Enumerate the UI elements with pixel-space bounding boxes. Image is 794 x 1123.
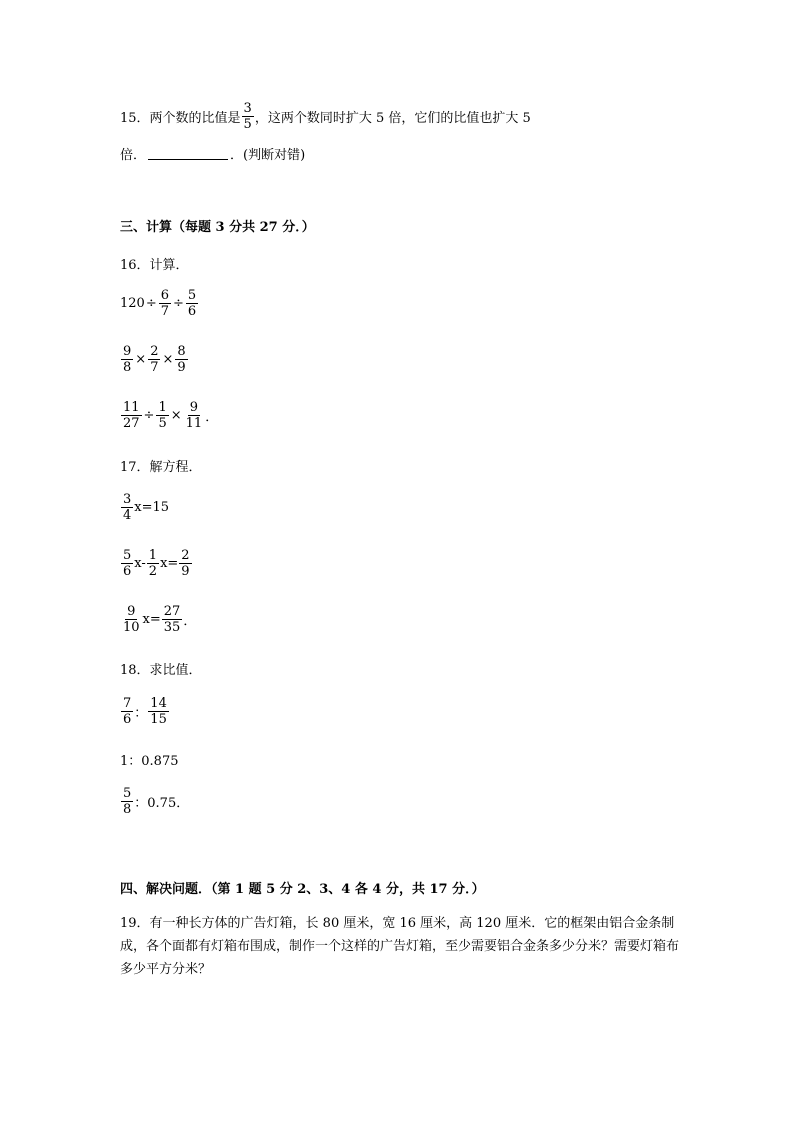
q17-equation-1 [120, 493, 169, 522]
numerator: 3 [123, 492, 132, 507]
denominator: 15 [150, 712, 167, 727]
denominator: 35 [163, 620, 181, 635]
fraction [184, 401, 205, 430]
q18-ratio-3 [120, 787, 189, 816]
multiply-operator: × [170, 408, 182, 423]
fraction [242, 102, 254, 131]
period: ． [205, 410, 219, 425]
equation-rest: x=15 [134, 500, 170, 515]
section-4-title: 四、解决问题．（第 1 题 5 分 2、3、4 各 4 分，共 17 分．） [120, 882, 485, 897]
question-15-line2 [120, 144, 305, 163]
denominator: 9 [177, 360, 186, 375]
denominator: 6 [123, 564, 132, 579]
fraction [121, 549, 133, 578]
denominator: 7 [150, 360, 159, 375]
fraction [147, 549, 159, 578]
denominator: 10 [123, 620, 140, 635]
numerator: 5 [187, 288, 197, 303]
fraction [159, 289, 171, 318]
number: 120 [120, 296, 145, 311]
q15-text-suffix: ，这两个数同时扩大 5 倍，它们的比值也扩大 5 [254, 111, 531, 126]
numerator: 9 [123, 344, 132, 359]
question-16-title: 16．计算． [120, 258, 189, 273]
divide-operator: ÷ [145, 296, 157, 311]
numerator: 8 [177, 344, 186, 359]
fraction [162, 605, 183, 634]
q18-ratio-1 [120, 697, 170, 726]
numerator: 5 [123, 548, 132, 563]
fraction [186, 289, 198, 318]
question-19-text: 19．有一种长方体的广告灯箱，长 80 厘米，宽 16 厘米，高 120 厘米．它的框架由铝合金条制成，各个面都有灯箱布围成，制作一个这样的广告灯箱，至少需要铝合金条多少分米？需要灯箱布多少平方分米？ [120, 916, 680, 977]
q15-line2-end: ．(判断对错) [230, 148, 306, 163]
numerator: 2 [181, 548, 190, 563]
fraction [175, 345, 187, 374]
numerator: 1 [158, 400, 167, 415]
numerator: 14 [150, 696, 167, 711]
q17-equation-3 [120, 605, 196, 634]
fraction [121, 401, 142, 430]
numerator: 27 [163, 604, 181, 619]
denominator: 6 [187, 304, 197, 319]
numerator: 5 [123, 786, 132, 801]
denominator: 27 [123, 416, 140, 431]
numerator: 1 [148, 548, 158, 563]
divide-operator: ÷ [173, 296, 184, 311]
fraction [156, 401, 168, 430]
denominator: 5 [243, 117, 252, 132]
denominator: 2 [148, 564, 158, 579]
numerator: 7 [123, 696, 132, 711]
q15-line2-start: 倍． [120, 148, 147, 163]
denominator: 4 [123, 508, 132, 523]
fraction [121, 605, 142, 634]
ratio-rest: ：0.75． [134, 796, 190, 811]
fraction [121, 697, 133, 726]
q16-expression-1 [120, 289, 199, 318]
denominator: 8 [123, 360, 132, 375]
fraction [121, 787, 133, 816]
numerator: 2 [150, 344, 159, 359]
q15-text-prefix: 15．两个数的比值是 [120, 111, 241, 126]
denominator: 5 [158, 416, 167, 431]
q16-expression-2 [120, 345, 189, 374]
numerator: 9 [127, 604, 136, 619]
q17-equation-2 [120, 549, 193, 578]
section-3-title: 三、计算（每题 3 分共 27 分．） [120, 220, 315, 235]
divide-operator: ÷ [143, 408, 155, 423]
q16-expression-3 [120, 401, 218, 430]
multiply-operator: × [135, 352, 147, 367]
answer-blank[interactable] [148, 147, 228, 160]
equation-text: x- [134, 556, 146, 571]
denominator: 8 [123, 802, 132, 817]
ratio-colon: ： [134, 706, 148, 721]
question-18-title: 18．求比值． [120, 663, 202, 678]
question-15-line1 [120, 102, 531, 131]
denominator: 9 [181, 564, 190, 579]
denominator: 7 [160, 304, 170, 319]
q18-ratio-2: 1：0.875 [120, 754, 179, 769]
denominator: 11 [185, 416, 203, 431]
denominator: 6 [123, 712, 132, 727]
question-17-title: 17．解方程． [120, 460, 202, 475]
equation-text: x= [160, 556, 179, 571]
multiply-operator: × [162, 352, 174, 367]
numerator: 3 [243, 101, 252, 116]
equation-text: x= [142, 612, 161, 627]
fraction [121, 345, 133, 374]
fraction [148, 697, 169, 726]
period: ． [183, 614, 197, 629]
fraction [121, 493, 133, 522]
numerator: 9 [189, 400, 199, 415]
fraction [179, 549, 191, 578]
fraction [148, 345, 160, 374]
numerator: 11 [123, 400, 140, 415]
numerator: 6 [160, 288, 170, 303]
